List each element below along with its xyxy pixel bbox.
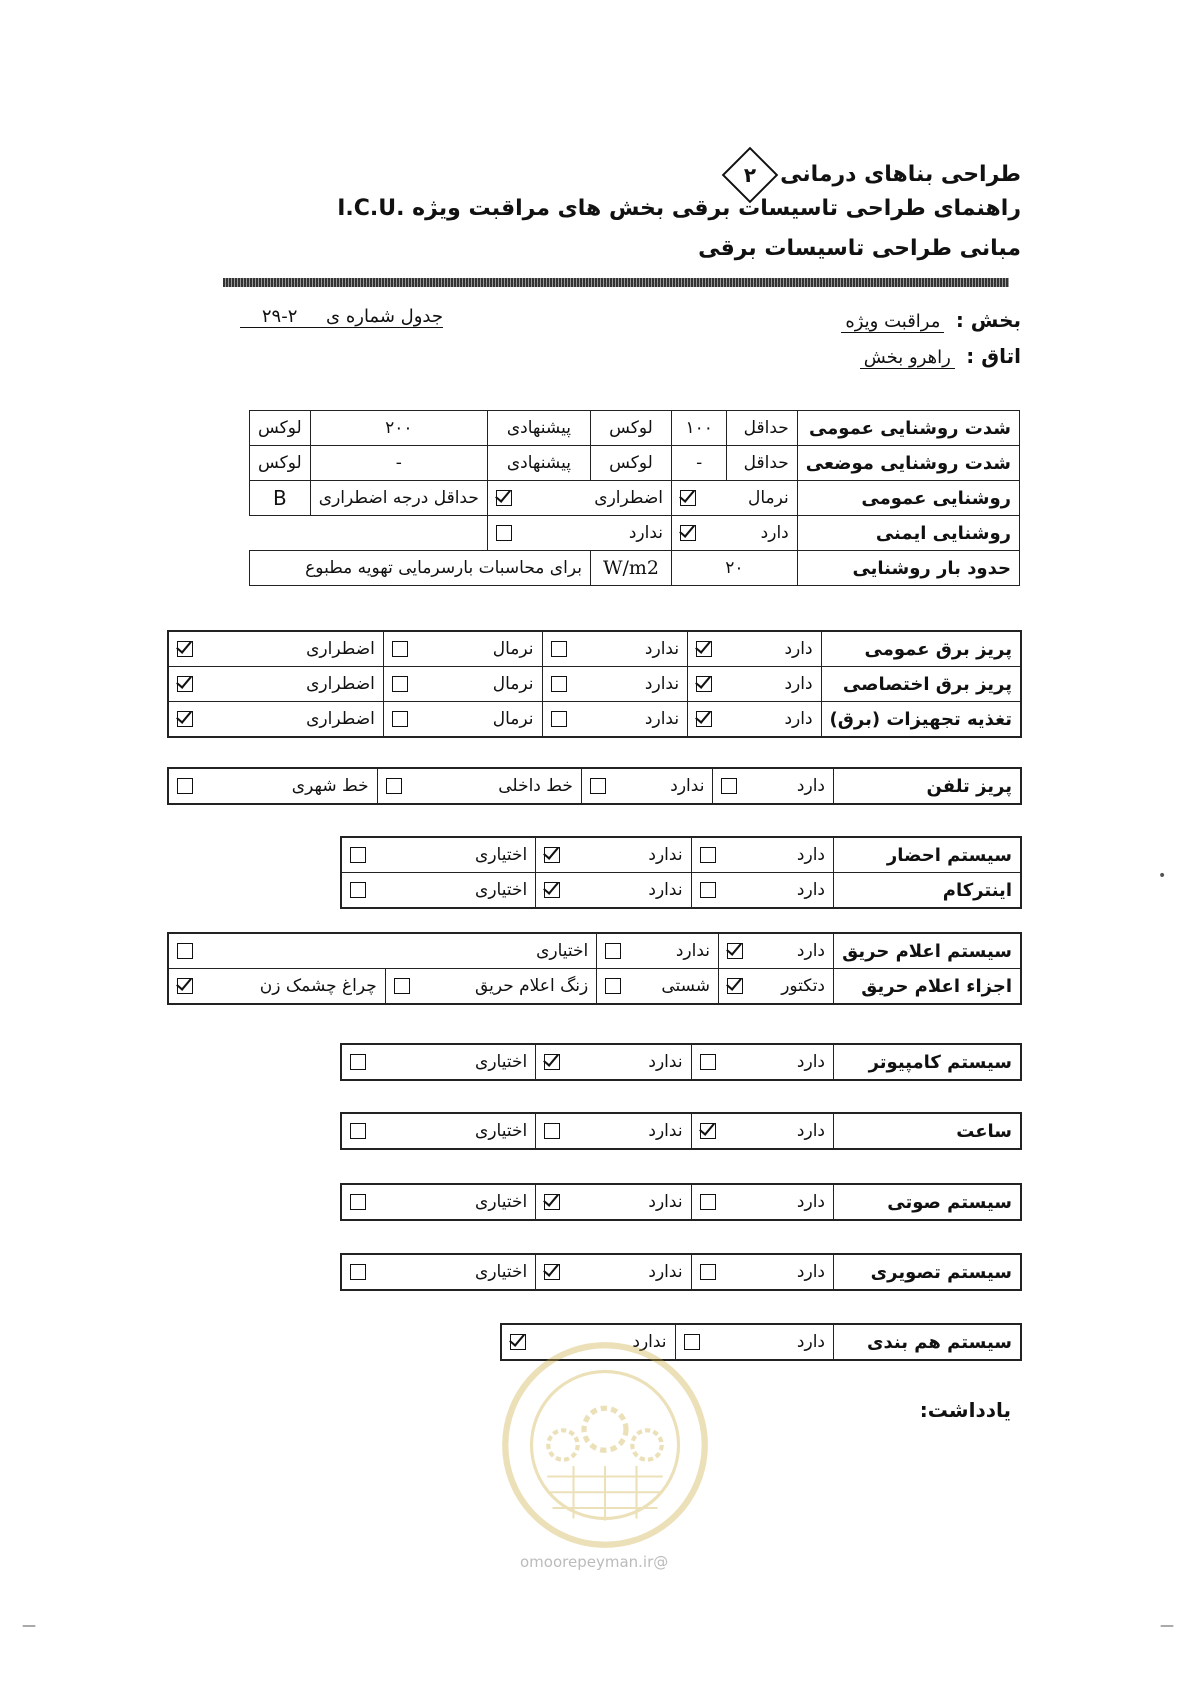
option-label: دارد bbox=[796, 941, 825, 961]
option-cell bbox=[542, 667, 688, 702]
option-label: اختیاری bbox=[475, 1262, 528, 1282]
checkbox[interactable] bbox=[177, 943, 193, 959]
computer-table bbox=[340, 1043, 1022, 1081]
table-row bbox=[168, 969, 1021, 1005]
video-table bbox=[340, 1253, 1022, 1291]
option-label: چراغ چشمک زن bbox=[259, 976, 377, 996]
checkbox[interactable] bbox=[392, 676, 408, 692]
option-cell bbox=[341, 873, 536, 909]
checkbox[interactable] bbox=[551, 711, 567, 727]
option-label: ندارد bbox=[648, 845, 683, 865]
scan-mark: • bbox=[1158, 868, 1167, 884]
checkbox[interactable] bbox=[700, 1264, 716, 1280]
phone-table bbox=[167, 767, 1022, 805]
row-label: شدت روشنایی عمومی bbox=[797, 411, 1019, 446]
option-cell bbox=[168, 768, 377, 804]
option-cell bbox=[581, 768, 713, 804]
doc-title: طراحی بناهای درمانی ۲ bbox=[720, 155, 1021, 195]
checkbox[interactable] bbox=[350, 1194, 366, 1210]
row-label: روشنایی ایمنی bbox=[797, 516, 1019, 551]
doc-subtitle: راهنمای طراحی تاسیسات برقی بخش های مراقبت ویژه .I.C.U bbox=[337, 196, 1021, 221]
option-cell bbox=[719, 933, 834, 969]
option-label: ندارد bbox=[648, 880, 683, 900]
checkbox[interactable] bbox=[727, 978, 743, 994]
checkbox[interactable] bbox=[392, 711, 408, 727]
checkbox[interactable] bbox=[177, 641, 193, 657]
option-cell bbox=[168, 969, 385, 1005]
checkbox[interactable] bbox=[386, 778, 402, 794]
option-label: ندارد bbox=[648, 1262, 683, 1282]
emergency-grade-value: B bbox=[250, 481, 311, 516]
checkbox[interactable] bbox=[700, 1123, 716, 1139]
table-row bbox=[341, 1113, 1021, 1149]
checkbox[interactable] bbox=[590, 778, 606, 794]
option-label: دارد bbox=[796, 1332, 825, 1352]
table-row bbox=[168, 768, 1021, 804]
checkbox[interactable] bbox=[496, 525, 512, 541]
checkbox[interactable] bbox=[350, 1054, 366, 1070]
min-value: - bbox=[672, 446, 727, 481]
option-label: دارد bbox=[796, 880, 825, 900]
table-row bbox=[341, 1044, 1021, 1080]
emergency-grade-label: حداقل درجه اضطراری bbox=[310, 481, 487, 516]
checkbox[interactable] bbox=[696, 676, 712, 692]
option-label: شستی bbox=[661, 976, 711, 996]
clock-table bbox=[340, 1112, 1022, 1150]
option-label: نرمال bbox=[492, 639, 534, 659]
checkbox[interactable] bbox=[177, 711, 193, 727]
row-label: سیستم هم بندی bbox=[834, 1324, 1022, 1360]
checkbox[interactable] bbox=[700, 882, 716, 898]
section-field: بخش : مراقبت ویژه bbox=[841, 308, 1021, 332]
row-label: سیستم اعلام حریق bbox=[834, 933, 1022, 969]
table-row bbox=[168, 667, 1021, 702]
min-label: حداقل bbox=[727, 446, 797, 481]
checkbox[interactable] bbox=[700, 1054, 716, 1070]
row-label: اینترکام bbox=[834, 873, 1022, 909]
option-label: دارد bbox=[796, 1121, 825, 1141]
checkbox[interactable] bbox=[680, 490, 696, 506]
option-label: ندارد bbox=[632, 1332, 667, 1352]
load-value: ۲۰ bbox=[672, 551, 798, 586]
checkbox[interactable] bbox=[700, 847, 716, 863]
option-cell bbox=[168, 631, 383, 667]
doc-section-title: مبانی طراحی تاسیسات برقی bbox=[698, 236, 1021, 261]
option-label: اختیاری bbox=[475, 880, 528, 900]
checkbox[interactable] bbox=[350, 1123, 366, 1139]
option-cell bbox=[597, 933, 719, 969]
row-label: شدت روشنایی موضعی bbox=[797, 446, 1019, 481]
min-label: حداقل bbox=[727, 411, 797, 446]
checkbox[interactable] bbox=[696, 641, 712, 657]
checkbox[interactable] bbox=[544, 882, 560, 898]
option-label: دارد bbox=[796, 1262, 825, 1282]
option-cell bbox=[385, 969, 596, 1005]
option-yes: دارد bbox=[672, 516, 798, 551]
checkbox[interactable] bbox=[696, 711, 712, 727]
option-label: نرمال bbox=[492, 709, 534, 729]
min-value: ۱۰۰ bbox=[672, 411, 727, 446]
option-cell bbox=[691, 1184, 833, 1220]
fire-table bbox=[167, 932, 1022, 1005]
option-label: نرمال bbox=[492, 674, 534, 694]
unit: لوکس bbox=[250, 446, 311, 481]
option-cell bbox=[341, 1044, 536, 1080]
option-cell bbox=[536, 1184, 691, 1220]
option-label: دارد bbox=[784, 674, 813, 694]
option-emergency: اضطراری bbox=[487, 481, 671, 516]
option-cell bbox=[688, 702, 821, 738]
option-label: اختیاری bbox=[536, 941, 589, 961]
table-number: جدول شماره ی ۲-۲۹ bbox=[240, 306, 443, 328]
option-label: دارد bbox=[796, 1052, 825, 1072]
option-cell bbox=[536, 1113, 691, 1149]
option-label: دارد bbox=[796, 1192, 825, 1212]
option-cell bbox=[341, 1184, 536, 1220]
header-divider bbox=[223, 278, 1009, 287]
option-label: دارد bbox=[796, 845, 825, 865]
option-cell bbox=[341, 1113, 536, 1149]
option-label: اضطراری bbox=[306, 639, 375, 659]
option-cell bbox=[168, 667, 383, 702]
table-row bbox=[250, 551, 1020, 586]
option-cell bbox=[168, 933, 597, 969]
option-label: دارد bbox=[784, 709, 813, 729]
row-label: سیستم صوتی bbox=[834, 1184, 1022, 1220]
row-label: پریز برق اختصاصی bbox=[821, 667, 1021, 702]
option-cell bbox=[691, 1113, 833, 1149]
checkbox[interactable] bbox=[177, 778, 193, 794]
option-cell bbox=[536, 873, 691, 909]
rec-value: - bbox=[310, 446, 487, 481]
table-row bbox=[341, 873, 1021, 909]
checkbox[interactable] bbox=[177, 676, 193, 692]
checkbox[interactable] bbox=[544, 847, 560, 863]
option-label: ندارد bbox=[670, 776, 705, 796]
table-row bbox=[341, 837, 1021, 873]
checkbox[interactable] bbox=[551, 641, 567, 657]
option-label: اختیاری bbox=[475, 1192, 528, 1212]
row-label: سیستم تصویری bbox=[834, 1254, 1022, 1290]
option-label: دارد bbox=[784, 639, 813, 659]
checkbox[interactable] bbox=[350, 1264, 366, 1280]
option-cell bbox=[691, 1044, 833, 1080]
checkbox[interactable] bbox=[350, 882, 366, 898]
unit: لوکس bbox=[590, 446, 671, 481]
table-row bbox=[341, 1254, 1021, 1290]
option-label: اختیاری bbox=[475, 1121, 528, 1141]
rec-value: ۲۰۰ bbox=[310, 411, 487, 446]
watermark-seal-icon bbox=[500, 1340, 710, 1550]
option-cell bbox=[688, 667, 821, 702]
option-label: ندارد bbox=[644, 674, 680, 694]
row-label: پریز تلفن bbox=[834, 768, 1022, 804]
option-label: اختیاری bbox=[475, 1052, 528, 1072]
checkbox[interactable] bbox=[605, 943, 621, 959]
checkbox[interactable] bbox=[392, 641, 408, 657]
row-label: تغذیه تجهیزات (برق) bbox=[821, 702, 1021, 738]
option-cell bbox=[536, 1254, 691, 1290]
unit: لوکس bbox=[250, 411, 311, 446]
table-row bbox=[168, 933, 1021, 969]
watermark-text: omoorepeyman.ir@ bbox=[520, 1553, 669, 1571]
option-cell bbox=[383, 702, 542, 738]
rec-label: پیشنهادی bbox=[487, 446, 590, 481]
table-row bbox=[250, 446, 1020, 481]
option-label: ندارد bbox=[644, 639, 680, 659]
room-field: اتاق : راهرو بخش bbox=[860, 344, 1021, 368]
load-note: برای محاسبات بارسرمایی تهویه مطبوع bbox=[250, 551, 591, 586]
notes-label: یادداشت: bbox=[919, 1398, 1011, 1422]
checkbox[interactable] bbox=[721, 778, 737, 794]
table-row bbox=[341, 1184, 1021, 1220]
table-row bbox=[168, 631, 1021, 667]
row-label: حدود بار روشنایی bbox=[797, 551, 1019, 586]
row-label: سیستم کامپیوتر bbox=[834, 1044, 1022, 1080]
option-cell bbox=[341, 837, 536, 873]
option-label: خط داخلی bbox=[498, 776, 573, 796]
checkbox[interactable] bbox=[544, 1123, 560, 1139]
row-label: روشنایی عمومی bbox=[797, 481, 1019, 516]
call-table bbox=[340, 836, 1022, 909]
option-cell bbox=[542, 702, 688, 738]
option-label: دتکتور bbox=[781, 976, 825, 996]
checkbox[interactable] bbox=[680, 525, 696, 541]
option-label: زنگ اعلام حریق bbox=[474, 976, 589, 996]
option-cell bbox=[597, 969, 719, 1005]
option-label: ندارد bbox=[648, 1192, 683, 1212]
option-label: ندارد bbox=[675, 941, 711, 961]
row-label: پریز برق عمومی bbox=[821, 631, 1021, 667]
option-cell bbox=[542, 631, 688, 667]
option-normal: نرمال bbox=[672, 481, 798, 516]
load-unit: W/m2 bbox=[590, 551, 671, 586]
table-row bbox=[250, 481, 1020, 516]
option-cell bbox=[691, 873, 833, 909]
table-row bbox=[168, 702, 1021, 738]
checkbox[interactable] bbox=[605, 978, 621, 994]
checkbox[interactable] bbox=[394, 978, 410, 994]
option-label: ندارد bbox=[644, 709, 680, 729]
checkbox[interactable] bbox=[496, 490, 512, 506]
option-cell bbox=[713, 768, 834, 804]
checkbox[interactable] bbox=[727, 943, 743, 959]
checkbox[interactable] bbox=[544, 1194, 560, 1210]
row-label: سیستم احضار bbox=[834, 837, 1022, 873]
checkbox[interactable] bbox=[544, 1264, 560, 1280]
row-label: اجزاء اعلام حریق bbox=[834, 969, 1022, 1005]
option-cell bbox=[536, 837, 691, 873]
option-label: ندارد bbox=[648, 1121, 683, 1141]
option-label: اختیاری bbox=[475, 845, 528, 865]
option-cell bbox=[341, 1254, 536, 1290]
option-cell bbox=[383, 667, 542, 702]
checkbox[interactable] bbox=[544, 1054, 560, 1070]
power-table bbox=[167, 630, 1022, 738]
option-cell bbox=[691, 837, 833, 873]
checkbox[interactable] bbox=[700, 1194, 716, 1210]
unit: لوکس bbox=[590, 411, 671, 446]
option-cell bbox=[691, 1254, 833, 1290]
empty-cell bbox=[250, 516, 488, 551]
diamond-number-badge: ۲ bbox=[722, 147, 779, 204]
checkbox[interactable] bbox=[177, 978, 193, 994]
checkbox[interactable] bbox=[551, 676, 567, 692]
option-cell bbox=[536, 1044, 691, 1080]
option-label: اضطراری bbox=[306, 674, 375, 694]
option-cell bbox=[168, 702, 383, 738]
table-row bbox=[250, 411, 1020, 446]
table-row bbox=[250, 516, 1020, 551]
lighting-table bbox=[249, 410, 1020, 586]
option-label: دارد bbox=[796, 776, 825, 796]
scan-mark: — bbox=[1160, 1618, 1174, 1634]
audio-table bbox=[340, 1183, 1022, 1221]
option-no: ندارد bbox=[487, 516, 671, 551]
checkbox[interactable] bbox=[350, 847, 366, 863]
scan-mark: — bbox=[22, 1618, 36, 1634]
option-cell bbox=[377, 768, 581, 804]
rec-label: پیشنهادی bbox=[487, 411, 590, 446]
option-cell bbox=[688, 631, 821, 667]
option-cell bbox=[383, 631, 542, 667]
option-cell bbox=[719, 969, 834, 1005]
row-label: ساعت bbox=[834, 1113, 1022, 1149]
option-label: ندارد bbox=[648, 1052, 683, 1072]
option-label: اضطراری bbox=[306, 709, 375, 729]
option-label: خط شهری bbox=[291, 776, 369, 796]
